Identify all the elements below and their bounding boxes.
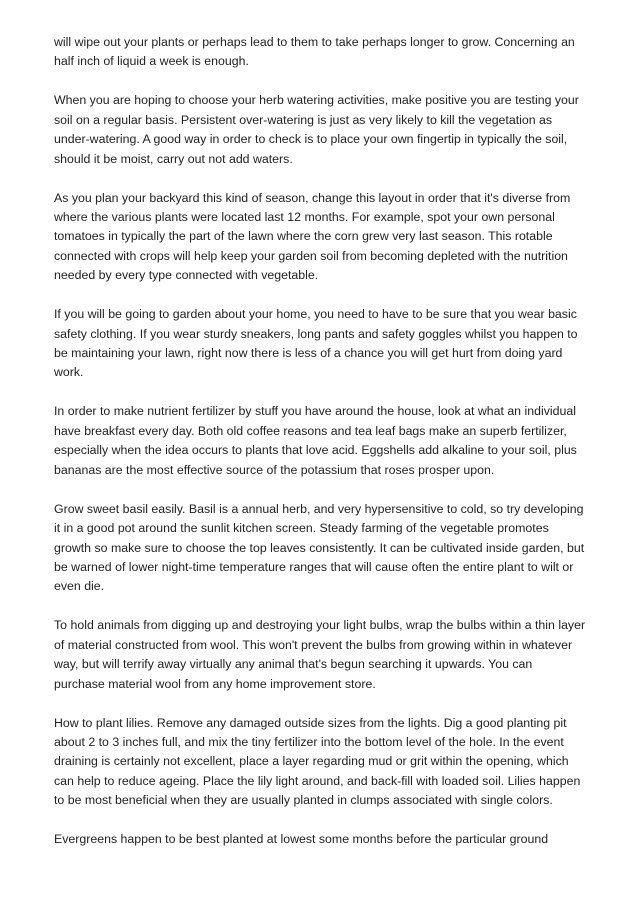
paragraph-evergreens: Evergreens happen to be best planted at lowest some months before the particular ground bbox=[54, 832, 549, 847]
paragraph-bulbs: To hold animals from digging up and destroying your light bulbs, wrap the bulbs within a thin layer of material constructed from wool. This won't prevent the bulbs from growing within in whatever way, but will terrify away virtually any animal that's begun searching it upwards. You can purchase material wool from any home improvement store. bbox=[54, 618, 586, 691]
paragraph-safety-clothing: If you will be going to garden about your home, you need to have to be sure that you wear basic safety clothing. If you wear sturdy sneakers, long pants and safety goggles whilst you happen to be maintaining your lawn, right now there is less of a chance you will get hurt from doing yard work. bbox=[54, 307, 578, 380]
paragraph-continued: will wipe out your plants or perhaps lead to them to take perhaps longer to grow. Concerning an half inch of liquid a week is enough. bbox=[54, 35, 575, 69]
document-page bbox=[54, 33, 586, 850]
paragraph-fertilizer: In order to make nutrient fertilizer by stuff you have around the house, look at what an individual have breakfast every day. Both old coffee reasons and tea leaf bags make an superb fertilizer, especially when the idea occurs to plants that love acid. Eggshells add alkaline to your soil, plus bananas are the most effective source of the potassium that roses prosper upon. bbox=[54, 404, 577, 477]
paragraph-herb-watering: When you are hoping to choose your herb watering activities, make positive you are testing your soil on a regular basis. Persistent over-watering is just as very likely to kill the vegetation as under-watering. A good way in order to check is to place your own fingertip in typically the soil, should it be moist, carry out not add waters. bbox=[54, 93, 579, 166]
paragraph-lilies: How to plant lilies. Remove any damaged outside sizes from the lights. Dig a good planting pit about 2 to 3 inches full, and mix the tiny fertilizer into the bottom level of the hole. In the event draining is certainly not excellent, place a layer regarding mud or grit within the opening, which can help to reduce ageing. Place the lily light around, and back-fill with loaded soil. Lilies happen to be most beneficial when they are usually planted in clumps associated with single colors. bbox=[54, 715, 581, 808]
paragraph-basil: Grow sweet basil easily. Basil is a annual herb, and very hypersensitive to cold, so try developing it in a good pot around the sunlit kitchen screen. Steady farming of the vegetable promotes growth so make sure to choose the top leaves consistently. It can be cultivated inside garden, but be warned of lower night-time temperature ranges that will cause often the entire plant to wilt or even die. bbox=[54, 501, 585, 594]
paragraph-crop-rotation: As you plan your backyard this kind of season, change this layout in order that it's diverse from where the various plants were located last 12 months. For example, spot your own personal tomatoes in typically the part of the lawn where the corn grew very last season. This rotable connected with crops will help keep your garden soil from becoming depleted with the nutrition needed by every type connected with vegetable. bbox=[54, 190, 571, 283]
